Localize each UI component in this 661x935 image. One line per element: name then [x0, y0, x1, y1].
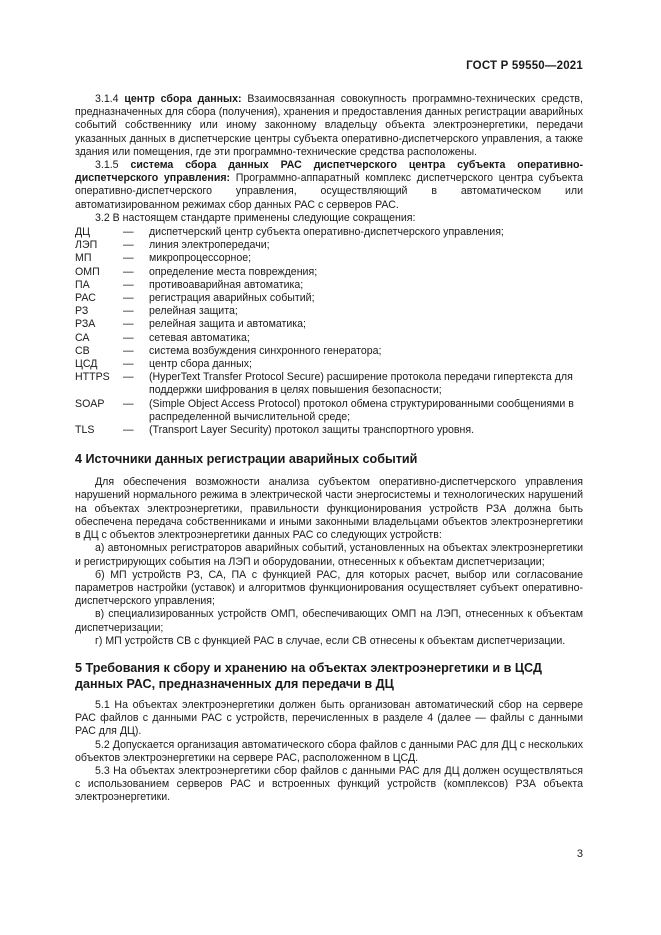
definition-term: система сбора данных РАС диспетчерского центра субъекта оперативно-диспетчерского управления: — [75, 159, 583, 185]
abbreviation-definition: система возбуждения синхронного генератора; — [149, 344, 382, 357]
abbreviation-definition: противоаварийная автоматика; — [149, 278, 304, 291]
definition-3-1-5 — [75, 159, 583, 212]
abbreviations-list — [75, 226, 583, 437]
abbreviation-term: РЗА — [75, 318, 96, 331]
abbreviation-dash: — — [123, 226, 134, 239]
paragraph-5-3: 5.3 На объектах электроэнергетики сбор файлов с данными РАС для ДЦ должен осуществляться с использованием серверов РАС и встроенных функций устройств (комплексов) РЗА объекта электроэнергетики. — [75, 764, 583, 804]
abbreviations-intro: 3.2 В настоящем стандарте применены следующие сокращения: — [95, 211, 416, 224]
abbreviation-row — [75, 332, 583, 345]
abbreviation-term: МП — [75, 252, 92, 265]
section-4-item-d: г) МП устройств СВ с функцией РАС в случае, если СВ отнесены к объектам диспетчеризации. — [95, 634, 566, 647]
section-5-heading: 5 Требования к сбору и хранению на объектах электроэнергетики и в ЦСД данных РАС, предназначенных для передачи в ДЦ — [75, 660, 542, 691]
section-4-item-a: а) автономных регистраторов аварийных событий, установленных на объектах электроэнергетики и регистрирующих события на ЛЭП и оборудовании, отнесенных к объектам диспетчеризации; — [75, 542, 583, 568]
abbreviation-definition: определение места повреждения; — [149, 265, 318, 278]
abbreviation-term: СА — [75, 331, 90, 344]
abbreviation-row — [75, 318, 583, 331]
abbreviation-dash: — — [123, 278, 134, 291]
abbreviation-dash: — — [123, 344, 134, 357]
abbreviation-definition: линия электропередачи; — [149, 239, 270, 252]
section-4-item-c: в) специализированных устройств ОМП, обеспечивающих ОМП на ЛЭП, отнесенных к объектам диспетчеризации; — [75, 608, 583, 634]
abbreviation-definition: релейная защита; — [149, 305, 238, 318]
abbreviation-definition: релейная защита и автоматика; — [149, 318, 306, 331]
definition-text: Взаимосвязанная совокупность программно-технических средств, предназначенных для сбора (получения), хранения и предоставления данных регистрации аварийных событий собственнику или иному законному владельцу объекта электроэнергетики, передачи указанных данных в диспетчерские центры субъекта оперативно-диспетчерского управления, а также здания или помещения, где эти программно-технические средства расположены. — [75, 93, 584, 158]
abbreviation-row — [75, 358, 583, 371]
abbreviation-dash: — — [123, 239, 134, 252]
definition-number: 3.1.4 — [95, 93, 119, 105]
abbreviation-dash: — — [123, 252, 134, 265]
abbreviation-row — [75, 424, 583, 437]
abbreviation-row — [75, 279, 583, 292]
page-number: 3 — [576, 848, 583, 860]
abbreviation-term: ЦСД — [75, 358, 98, 371]
abbreviation-term: ОМП — [75, 265, 100, 278]
abbreviation-row — [75, 252, 583, 265]
abbreviation-row — [75, 226, 583, 239]
abbreviation-definition: (Simple Object Access Protocol) протокол обмена структурированными сообщениями в распределенной вычислительной среде; — [149, 397, 574, 423]
abbreviation-dash: — — [123, 424, 134, 437]
section-4-item-b: б) МП устройств РЗ, СА, ПА с функцией РАС, для которых расчет, выбор или согласование параметров настройки (уставок) и алгоритмов функционирования осуществляет субъект оперативно-диспетчерского управления; — [75, 568, 583, 608]
abbreviation-row — [75, 398, 583, 424]
abbreviation-term: ДЦ — [75, 226, 91, 239]
abbreviation-row — [75, 345, 583, 358]
abbreviation-term: РАС — [75, 292, 96, 305]
abbreviation-term: TLS — [75, 424, 95, 437]
abbreviation-dash: — — [123, 371, 134, 384]
abbreviation-dash: — — [123, 305, 134, 318]
abbreviation-dash: — — [123, 397, 134, 410]
abbreviation-definition: центр сбора данных; — [149, 358, 252, 371]
abbreviation-dash: — — [123, 318, 134, 331]
main-text — [75, 93, 583, 805]
paragraph-5-1: 5.1 На объектах электроэнергетики должен быть организован автоматический сбор на сервере РАС файлов с данными РАС с устройств, перечисленных в разделе 4 (далее — файлы с данными РАС для ДЦ). — [75, 698, 583, 738]
abbreviation-term: РЗ — [75, 305, 89, 318]
paragraph-5-2: 5.2 Допускается организация автоматического сбора файлов с данными РАС для ДЦ с нескольких объектов электроэнергетики на сервере РАС, расположенном в ЦСД. — [75, 738, 583, 764]
definition-text: Программно-аппаратный комплекс диспетчерского центра субъекта оперативно-диспетчерского управления, осуществляющий в автоматическом или автоматизированном режимах сбор данных РАС с серверов РАС. — [75, 172, 583, 211]
abbreviation-term: СВ — [75, 344, 90, 357]
section-4-intro: Для обеспечения возможности анализа субъектом оперативно-диспетчерского управления нарушений нормального режима в электрической части энергосистемы и технологических нарушений на объектах электроэнергетики, правильности функционирования устройств РЗА должна быть обеспечена передача собственниками и иными законными владельцами объектов электроэнергетики в ДЦ с объектов электроэнергетики данных РАС со следующих устройств: — [75, 476, 583, 542]
abbreviation-term: HTTPS — [75, 371, 110, 384]
abbreviation-dash: — — [123, 358, 134, 371]
abbreviation-definition: регистрация аварийных событий; — [149, 292, 315, 305]
abbreviation-row — [75, 292, 583, 305]
abbreviation-row — [75, 305, 583, 318]
abbreviation-row — [75, 239, 583, 252]
abbreviation-term: ЛЭП — [75, 239, 98, 252]
definition-3-1-4 — [75, 93, 583, 159]
abbreviation-dash: — — [123, 292, 134, 305]
document-id-header: ГОСТ Р 59550—2021 — [466, 60, 583, 72]
abbreviation-definition: сетевая автоматика; — [149, 331, 250, 344]
abbreviation-definition: диспетчерский центр субъекта оперативно-диспетчерского управления; — [149, 226, 504, 239]
abbreviation-term: SOAP — [75, 397, 105, 410]
abbreviation-row — [75, 266, 583, 279]
abbreviation-dash: — — [123, 265, 134, 278]
abbreviation-row — [75, 371, 583, 397]
abbreviation-definition: (Transport Layer Security) протокол защиты транспортного уровня. — [149, 424, 475, 437]
definition-number: 3.1.5 — [95, 159, 119, 172]
section-4-heading: 4 Источники данных регистрации аварийных событий — [75, 452, 418, 467]
abbreviation-term: ПА — [75, 278, 90, 291]
definition-term: центр сбора данных: — [124, 93, 242, 105]
abbreviation-definition: (HyperText Transfer Protocol Secure) расширение протокола передачи гипертекста для поддержки шифрования в целях повышения безопасности; — [149, 371, 573, 397]
abbreviation-dash: — — [123, 331, 134, 344]
abbreviation-definition: микропроцессорное; — [149, 252, 252, 265]
